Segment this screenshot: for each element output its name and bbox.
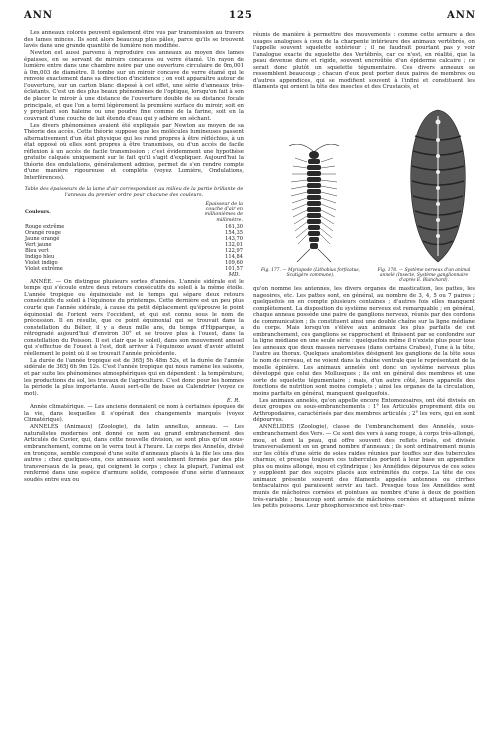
table-row: Indigo bleu 114,84 [25, 254, 243, 261]
table-header-thickness: Épaisseur de la couche d'air en millionièmes de millimètre. [204, 201, 243, 223]
color-thickness-table [24, 201, 244, 273]
right-column [253, 30, 475, 738]
paragraph: La durée de l'année tropique est de 365j 5h 48m 52s, et la durée de l'année sidérale de 365j 6h 9m 12s. C'est l'année tropique qui nous ramène les saisons, et par suite les phénomènes atmosphériques qui en dépendent : la température, les productions du sol, les travaux de l'agriculture. C'est donc pour les hommes la période la plus importante. Aussi sert-elle de base au Calendrier (voyez ce mot). [24, 357, 244, 397]
insect-nervous-system-illustration [403, 106, 473, 266]
paragraph: Année climatérique. — Les anciens donnaient ce nom à certaines époques de la vie, dans lesquelles il s'opérait des changements marqués (voyez Climatérique). [24, 404, 244, 424]
page-number: 125 [229, 10, 253, 21]
author-signature: E. R. [226, 397, 240, 404]
paragraph: Les divers phénomènes avaient été expliqués par Newton au moyen de sa Théorie des accès. Cette théorie suppose que les molécules lumineuses passent alternativement d'un état physique qui les rend propres à être réfléchies, à un état opposé où elles sont propres à être transmises, ou d'un accès de facile réflexion à un accès de facile transmission ; c'est évidemment une hypothèse gratuite calquée uniquement sur le fait qu'il s'agit d'expliquer. Aujourd'hui la théorie des ondulations, généralement admise, permet de s'en rendre compte d'une manière rigoureuse et complète (voyez Lumière, Ondulations, Interférences). [24, 122, 244, 182]
table-row: Vert jaune 132,01 [25, 242, 243, 249]
paragraph: ANNÉE. — On distingue plusieurs sortes d'années. L'année sidérale est le temps qui s'écoule entre deux retours consécutifs du soleil à la même étoile. L'année tropique ou équinoxiale est le temps qui sépare deux retours consécutifs du soleil à l'équinoxe du printemps. Cette dernière est un peu plus courte que l'année sidérale, à cause du petit déplacement qu'éprouve le point équinoxial de l'orient vers l'occident, et qui est connu sous le nom de précession. Il en résulte, que ce point équinoxial qui se trouvait dans la constellation du Bélier, il y a deux mille ans, du temps d'Hipparque, a rétrogradé aujourd'hui d'environ 30° et se trouve plus à l'ouest, dans la constellation du Poisson. Il est clair que le soleil, dans son mouvement annuel qui s'effectue de l'ouest à l'est, doit arriver à l'équinoxe avant d'avoir atteint réellement le point où il se trouvait l'année précédente. [24, 278, 244, 357]
table-row: Bleu vert 122,97 [25, 248, 243, 255]
paragraph: Les animaux annelés, qu'on appelle encore Entomozoaires, ont été divisés en deux groupes ou sous-embranchements : 1° les Articulés proprement dits ou Arthropodaires, caractérisés par des membres articulés ; 2° les vers, qui en sont dépourvus. [253, 397, 475, 424]
paragraph: qu'on nomme les antennes, les divers organes de mastication, les pattes, les nageoires, etc. Les pattes sont, en général, au nombre de 3, 4, 5 ou 7 paires ; quelquefois on en compte plusieurs centaines ; d'autres fois elles manquent complètement. La disposition du système nerveux est remarquable ; en général, chaque anneau possède une paire de ganglions nerveux, réunis par des cordons de communication ; ils constituent ainsi une double chaîne sur la ligne médiane du corps. Mais lorsqu'on s'élève aux animaux les plus parfaits de cet embranchement, ces ganglions se rapprochent et finissent par se confondre sur la ligne médiane en une seule série : quelquefois même il n'existe plus pour tous les anneaux que deux masses nerveuses (dans certains Crabes), l'une à la tête, l'autre au thorax. Quelques anatomistes désignent les ganglions de la tête sous le nom de cerveau, et ne voient dans la chaîne ventrale que le représentant de la moelle épinière. Les animaux annelés ont donc un système nerveux plus développé que celui des Mollusques ; ils ont en général des membres et une sorte de squelette tégumentaire ; mais, d'un autre côté, leurs appareils des fonctions de nutrition sont moins complets ; ainsi les organes de la circulation, moins parfaits en général, manquent quelquefois. [253, 286, 475, 397]
table-header-colors: Couleurs. [25, 208, 51, 215]
figure-caption: Fig. 177. — Myriapode (Lithobius forficatus, Scutigère commune). [261, 268, 360, 279]
running-header [24, 10, 476, 24]
table-row: Orangé rouge 154,35 [25, 230, 243, 237]
header-left: ANN [24, 10, 54, 21]
paragraph: ANNÉLIDES (Zoologie), classe de l'embranchement des Annelés, sous-embranchement des Vers. — Ce sont des vers à sang rouge, à corps très-allongé, mou, et dont la peau, qui offre souvent des reflets irisés, est divisée transversalement en un grand nombre d'anneaux ; ils sont ordinairement munis sur les côtés d'une série de soies raides réunies par touffes sur des tubercules charnus, et presque toujours ces tubercules portent à leur base un appendice plus ou moins allongé, mou et cylindrique ; les Annélides dépourvus de ces soies y suppléent par des suçoirs placés aux extrémités du corps. La tête de ces animaux présente souvent des filaments appelés antennes ou cirrhes tentaculaires qui paraissent servir au tact. Presque tous les Annélides sont munis de mâchoires cornées et pointues au nombre d'une à deux de position très-variable ; beaucoup sont armés de mâchoires cornées et attaquent même les petits poissons. Leur phosphorescence est très-mar- [253, 424, 475, 510]
paragraph: réunis de manière à permettre des mouvements : comme cette armure a des usages analogues à ceux de la charpente intérieure des animaux vertébrés, on l'appelle souvent squelette extérieur ; il ne faudrait pourtant pas y voir l'analogue exacte du squelette des Vertébrés, car ce n'est, en réalité, que la peau devenue dure et rigide, souvent encroûtée d'un épiderme calcaire ; ce serait donc plutôt un squelette tégumentaire. Ces divers anneaux se ressemblent beaucoup ; chacun d'eux peut porter deux paires de membres ou d'autres appendices, qui se modifient souvent à l'infini et constituent les filaments qui ornent la tête des insectes et des Crustacés, et [253, 32, 475, 91]
table-title: Table des épaisseurs de la lame d'air correspondant au milieu de la partie brillante de l'anneau du premier ordre pour chacune des couleurs. [24, 185, 244, 199]
paragraph: Newton est aussi parvenu à reproduire ces anneaux au moyen des lames épaisses, en se servant de miroirs concaves ou verre étamé. Un rayon de lumière entre dans une chambre noire par une ouverture circulaire de 0m,001 à 0m,003 de diamètre. Il tombe sur un miroir concave de verre étamé qui le renvoie exactement dans sa direction d'incidence ; on voit apparaître autour de l'ouverture, sur un carton blanc disposé à cet effet, une série d'anneaux très-éclatants. C'est un des plus beaux phénomènes de l'optique, lorsqu'on fait à son de placer le miroir à une distance de l'ouverture double de sa distance focale principale, et que l'on a terni légèrement la première surface du miroir, soit en y projetant son haleine ou une poudre fine comme de la farine, soit en la couvrant d'une couche de lait étendu d'eau qui y adhère en séchant. [24, 50, 244, 122]
left-column [24, 30, 244, 738]
figure-caption: Fig. 178. — Système nerveux d'un animal annelé (Insecte, Système ganglionnaire d'après E. Blanchard). [377, 268, 471, 284]
table-row: Rouge extrême 161,30 [25, 224, 243, 231]
myriapod-illustration [275, 144, 353, 264]
author-signature: MD. [228, 272, 240, 279]
figure-area [253, 32, 475, 284]
table-row: Jaune orangé 143,70 [25, 236, 243, 243]
table-row: Violet indigo 109,60 [25, 260, 243, 267]
paragraph: ANNELÉS (Animaux) (Zoologie), du latin annellus, anneau. — Les naturalistes modernes ont donné ce nom au grand embranchement des Articulés de Cuvier, qui, dans cette nouvelle division, se sont plus qu'un sous-embranchement, comme on le verra tout à l'heure. Le corps des Annelés, divisé en tronçons, semble composé d'une suite d'anneaux placés à la file les uns des autres ; chez quelques-uns, ces anneaux sont seulement formés par des plis transversaux de la peau, qui ceignent le corps ; chez la plupart, l'animal est renfermé dans une espèce d'armure solide, composée d'une série d'anneaux soudés entre eux ou [24, 424, 244, 483]
table-row: Violet extrême 101,57 [25, 266, 243, 273]
paragraph: Les anneaux colorés peuvent également être vus par transmission au travers des lames minces. Ils sont alors beaucoup plus pâles, parce qu'ils se trouvent lavés dans une grande quantité de lumière non modifiée. [24, 30, 244, 50]
header-right: ANN [446, 10, 476, 21]
